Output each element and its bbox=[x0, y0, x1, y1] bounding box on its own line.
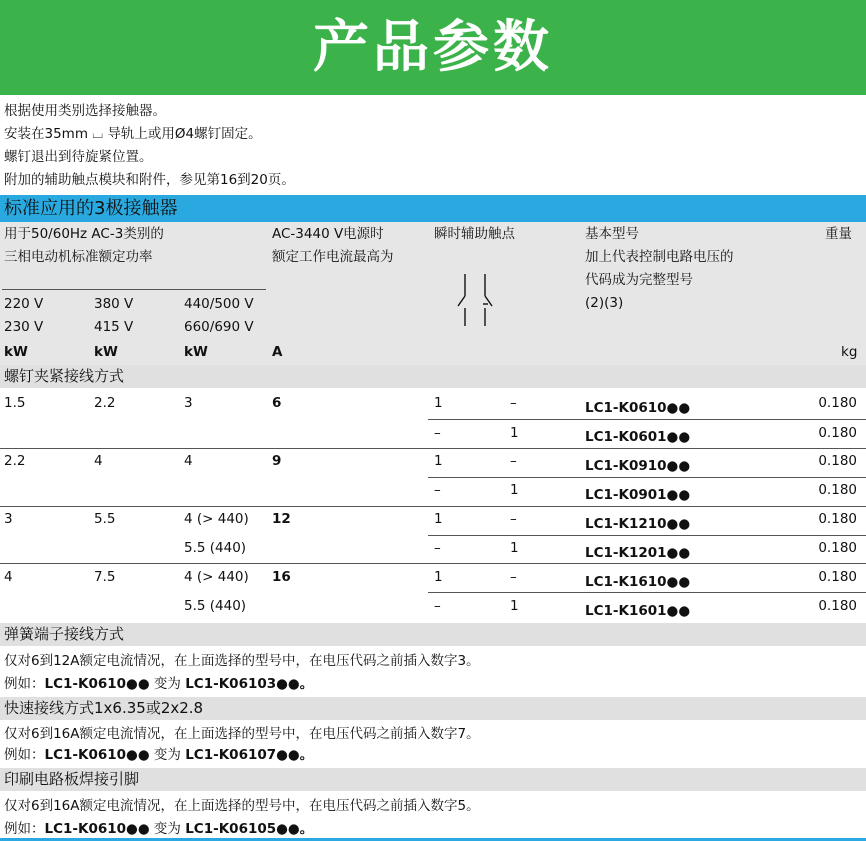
reference: LC1-K0901●● bbox=[585, 487, 691, 503]
aux-no: – bbox=[434, 425, 441, 441]
weight: 0.180 bbox=[818, 395, 857, 411]
power-440-alt: 5.5 (440) bbox=[184, 598, 247, 614]
power-380: 2.2 bbox=[94, 395, 116, 411]
voltage-label: 415 V bbox=[94, 319, 134, 335]
aux-no: – bbox=[434, 482, 441, 498]
weight: 0.180 bbox=[818, 598, 857, 614]
power-440-alt: 5.5 (440) bbox=[184, 540, 247, 556]
unit-label: kW bbox=[4, 344, 28, 360]
reference: LC1-K0610●● bbox=[585, 400, 691, 416]
reference: LC1-K1601●● bbox=[585, 603, 691, 619]
aux-nc: – bbox=[510, 569, 517, 585]
power-440: 3 bbox=[184, 395, 193, 411]
unit-label: kW bbox=[94, 344, 118, 360]
header-ref-note: (2)(3) bbox=[585, 295, 624, 311]
unit-label: A bbox=[272, 344, 283, 360]
aux-nc: 1 bbox=[510, 540, 519, 556]
power-220: 1.5 bbox=[4, 395, 26, 411]
header-current-label: AC-3440 V电源时 bbox=[272, 226, 384, 242]
reference: LC1-K1210●● bbox=[585, 516, 691, 532]
power-440: 4 (> 440) bbox=[184, 569, 249, 585]
note-text: 仅对6到16A额定电流情况，在上面选择的型号中，在电压代码之前插入数字5。 bbox=[4, 798, 480, 814]
aux-nc: – bbox=[510, 511, 517, 527]
aux-nc: 1 bbox=[510, 482, 519, 498]
power-440: 4 (> 440) bbox=[184, 511, 249, 527]
note-example: 例如：LC1-K0610●● 变为 LC1-K06105●●。 bbox=[4, 821, 314, 837]
spring-terminal-title: 弹簧端子接线方式 bbox=[0, 623, 866, 646]
weight: 0.180 bbox=[818, 511, 857, 527]
voltage-label: 230 V bbox=[4, 319, 44, 335]
power-380: 7.5 bbox=[94, 569, 116, 585]
unit-label: kg bbox=[841, 344, 858, 360]
power-220: 2.2 bbox=[4, 453, 26, 469]
aux-nc: – bbox=[510, 395, 517, 411]
header-ref-label: 代码成为完整型号 bbox=[585, 272, 693, 288]
header-weight-label: 重量 bbox=[825, 226, 852, 242]
weight: 0.180 bbox=[818, 540, 857, 556]
aux-no: 1 bbox=[434, 569, 443, 585]
intro-line: 根据使用类别选择接触器。 bbox=[4, 103, 166, 119]
rated-current: 16 bbox=[272, 569, 291, 585]
aux-no: – bbox=[434, 598, 441, 614]
row-divider bbox=[428, 419, 866, 420]
header-power-label: 用于50/60Hz AC-3类别的 bbox=[4, 226, 164, 242]
rated-current: 9 bbox=[272, 453, 282, 469]
fast-connect-title: 快速接线方式1x6.35或2x2.8 bbox=[0, 697, 866, 720]
row-divider bbox=[428, 592, 866, 593]
aux-nc: 1 bbox=[510, 598, 519, 614]
rated-current: 6 bbox=[272, 395, 282, 411]
header-ref-label: 基本型号 bbox=[585, 226, 639, 242]
unit-label: kW bbox=[184, 344, 208, 360]
weight: 0.180 bbox=[818, 425, 857, 441]
power-220: 4 bbox=[4, 569, 13, 585]
page-title-banner: 产品参数 bbox=[0, 0, 866, 95]
table-header bbox=[0, 222, 866, 365]
intro-line: 安装在35mm ⌴ 导轨上或用Ø4螺钉固定。 bbox=[4, 126, 262, 142]
reference: LC1-K0601●● bbox=[585, 429, 691, 445]
weight: 0.180 bbox=[818, 453, 857, 469]
header-current-label: 额定工作电流最高为 bbox=[272, 249, 394, 265]
voltage-label: 380 V bbox=[94, 296, 134, 312]
row-divider bbox=[428, 535, 866, 536]
reference: LC1-K1610●● bbox=[585, 574, 691, 590]
group-divider bbox=[0, 563, 866, 564]
power-220: 3 bbox=[4, 511, 13, 527]
header-divider bbox=[2, 289, 266, 290]
aux-nc: – bbox=[510, 453, 517, 469]
rated-current: 12 bbox=[272, 511, 291, 527]
voltage-label: 220 V bbox=[4, 296, 44, 312]
screw-section-title: 螺钉夹紧接线方式 bbox=[0, 365, 866, 388]
pcb-pin-title: 印刷电路板焊接引脚 bbox=[0, 768, 866, 791]
row-divider bbox=[428, 477, 866, 478]
aux-no: – bbox=[434, 540, 441, 556]
weight: 0.180 bbox=[818, 482, 857, 498]
aux-no: 1 bbox=[434, 511, 443, 527]
header-ref-label: 加上代表控制电路电压的 bbox=[585, 249, 734, 265]
reference: LC1-K0910●● bbox=[585, 458, 691, 474]
power-440: 4 bbox=[184, 453, 193, 469]
intro-line: 附加的辅助触点模块和附件，参见第16到20页。 bbox=[4, 172, 295, 188]
weight: 0.180 bbox=[818, 569, 857, 585]
note-example: 例如：LC1-K0610●● 变为 LC1-K06107●●。 bbox=[4, 747, 314, 763]
reference: LC1-K1201●● bbox=[585, 545, 691, 561]
power-380: 4 bbox=[94, 453, 103, 469]
group-divider bbox=[0, 506, 866, 507]
note-text: 仅对6到16A额定电流情况，在上面选择的型号中，在电压代码之前插入数字7。 bbox=[4, 726, 480, 742]
voltage-label: 660/690 V bbox=[184, 319, 254, 335]
aux-no: 1 bbox=[434, 395, 443, 411]
voltage-label: 440/500 V bbox=[184, 296, 254, 312]
power-380: 5.5 bbox=[94, 511, 116, 527]
note-text: 仅对6到12A额定电流情况，在上面选择的型号中，在电压代码之前插入数字3。 bbox=[4, 653, 480, 669]
section-title: 标准应用的3极接触器 bbox=[0, 195, 866, 222]
aux-nc: 1 bbox=[510, 425, 519, 441]
contact-symbol-icon bbox=[455, 274, 495, 328]
group-divider bbox=[0, 448, 866, 449]
intro-line: 螺钉退出到待旋紧位置。 bbox=[4, 149, 153, 165]
aux-no: 1 bbox=[434, 453, 443, 469]
note-example: 例如：LC1-K0610●● 变为 LC1-K06103●●。 bbox=[4, 676, 314, 692]
header-aux-label: 瞬时辅助触点 bbox=[434, 226, 515, 242]
header-power-label: 三相电动机标准额定功率 bbox=[4, 249, 153, 265]
